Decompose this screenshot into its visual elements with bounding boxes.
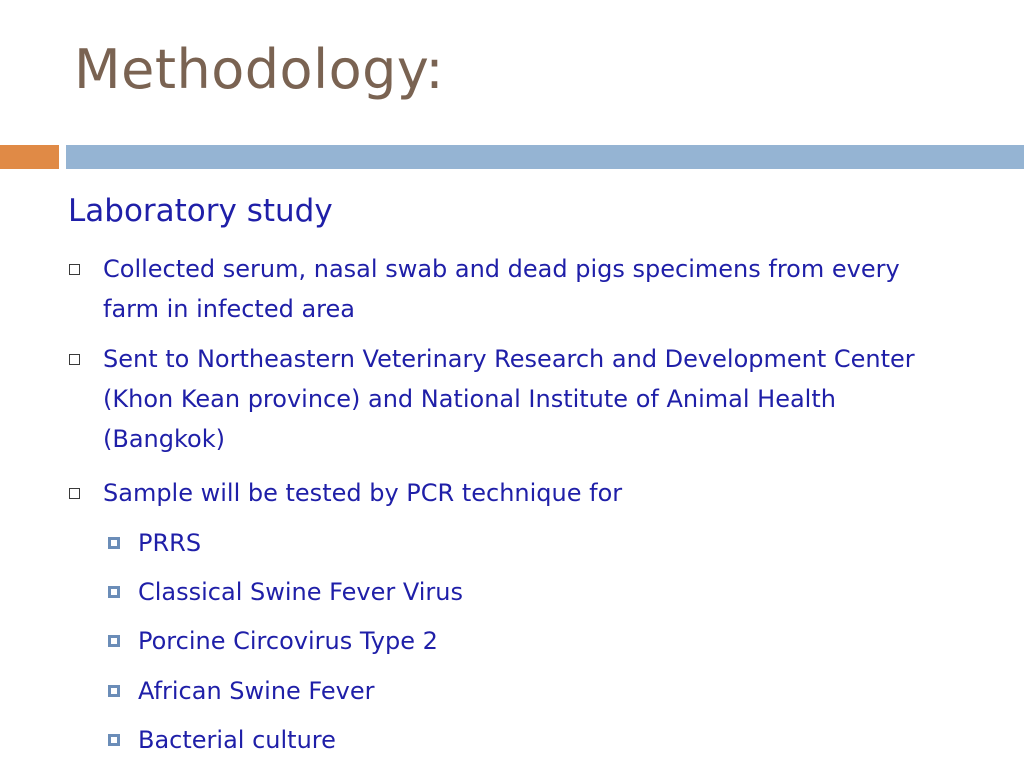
title-underline-blue: [66, 145, 1024, 169]
bullet-text: Collected serum, nasal swab and dead pigs specimens from every farm in infected area: [103, 255, 900, 323]
sub-bullet-item: [138, 621, 438, 661]
sub-bullet-text: PRRS: [138, 529, 202, 557]
bullet-text: Sent to Northeastern Veterinary Research and Development Center (Khon Kean province) and National Institute of Animal Health (Bangkok): [103, 345, 915, 453]
bullet-text: Sample will be tested by PCR technique for: [103, 479, 623, 507]
sub-bullet-text: Classical Swine Fever Virus: [138, 578, 464, 606]
sub-bullet-text: Bacterial culture: [138, 726, 336, 754]
slide-title: Methodology:: [74, 38, 445, 101]
bullet-item: [103, 473, 963, 513]
sub-bullet-item: [138, 572, 463, 612]
filled-square-icon: [108, 685, 120, 697]
hollow-square-icon: [69, 264, 80, 275]
filled-square-icon: [108, 586, 120, 598]
filled-square-icon: [108, 635, 120, 647]
filled-square-icon: [108, 734, 120, 746]
hollow-square-icon: [69, 354, 80, 365]
hollow-square-icon: [69, 488, 80, 499]
filled-square-icon: [108, 537, 120, 549]
section-heading: Laboratory study: [68, 193, 333, 229]
bullet-item: [103, 249, 963, 329]
sub-bullet-text: Porcine Circovirus Type 2: [138, 627, 438, 655]
sub-bullet-text: African Swine Fever: [138, 677, 375, 705]
sub-bullet-item: [138, 720, 336, 760]
title-underline-orange: [0, 145, 59, 169]
sub-bullet-item: [138, 523, 201, 563]
sub-bullet-item: [138, 671, 375, 711]
bullet-item: [103, 339, 963, 459]
